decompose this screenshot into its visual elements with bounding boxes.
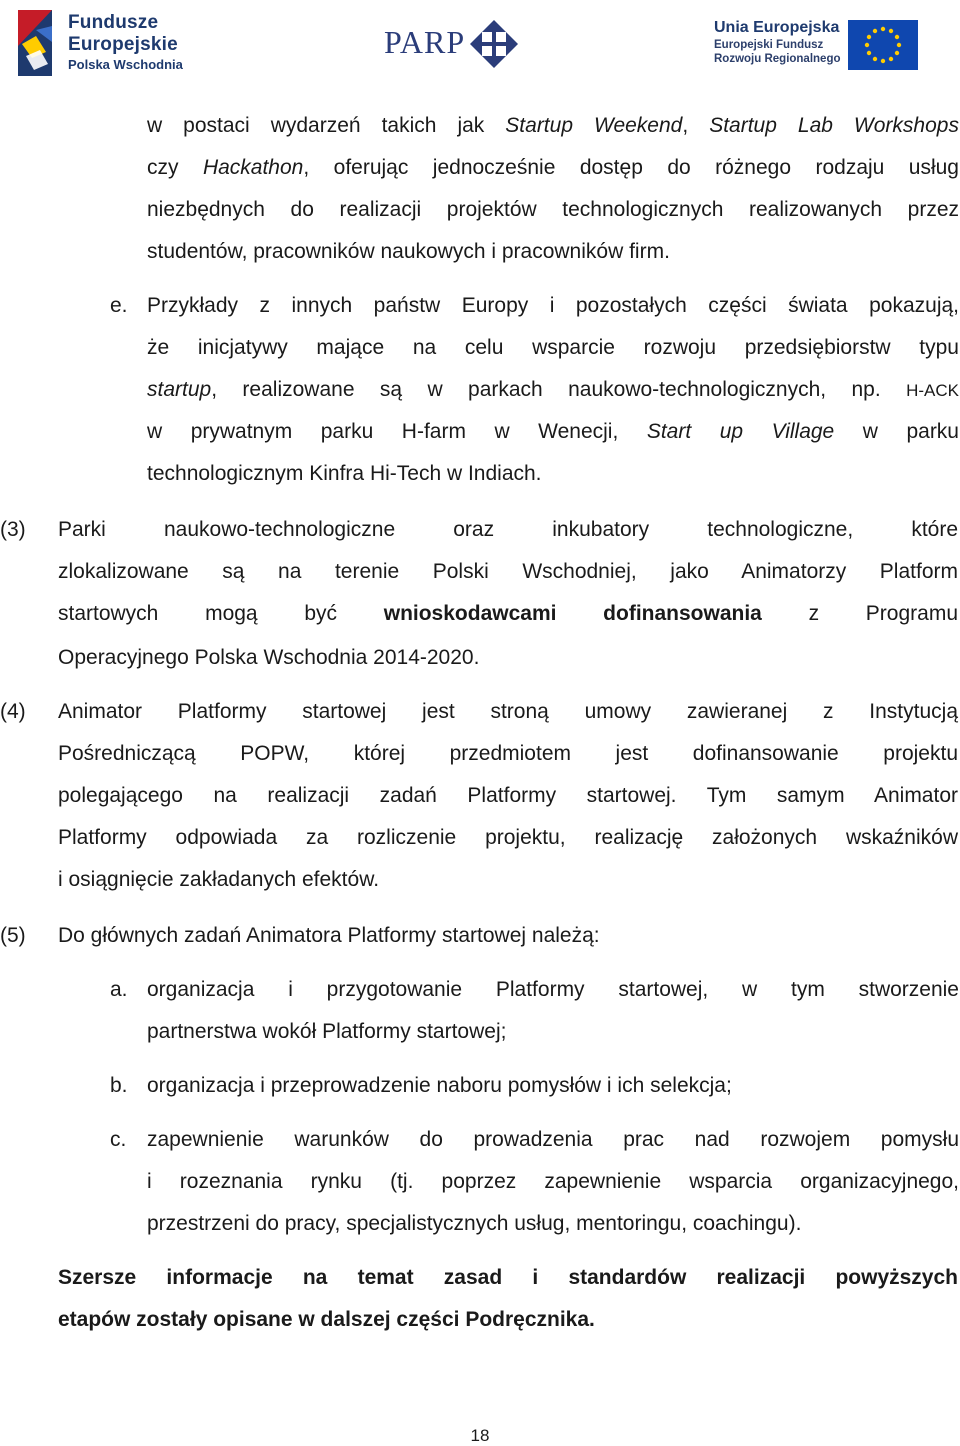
parp-logo: [384, 18, 524, 70]
text-span: , realizowane są w parkach naukowo-technologicznych, np.: [211, 378, 907, 401]
italic-term: Start up Village: [646, 420, 835, 443]
bold-term: wnioskodawcami dofinansowania: [383, 602, 762, 625]
closing-text-line: Szersze informacje na temat zasad i standardów realizacji powyższych: [58, 1266, 958, 1289]
text-line: Przykłady z innych państw Europy i pozostałych części świata pokazują,: [147, 294, 959, 317]
text-line: Pośredniczącą POPW, której przedmiotem jest dofinansowanie projektu: [58, 742, 958, 765]
ue-logo-line3: Rozwoju Regionalnego: [714, 53, 841, 65]
ue-logo-text: [714, 18, 841, 66]
text-line: [147, 418, 959, 446]
text-line: że inicjatywy mające na celu wsparcie rozwoju przedsiębiorstw typu: [147, 336, 959, 359]
text-line: Operacyjnego Polska Wschodnia 2014-2020.: [58, 646, 480, 669]
page-header: [0, 0, 960, 90]
text-span: w postaci wydarzeń takich jak: [147, 114, 506, 137]
italic-term: Startup Weekend: [505, 114, 683, 137]
paragraph-marker: (3): [0, 518, 26, 541]
parp-diamond-icon: [468, 18, 520, 70]
text-line: technologicznym Kinfra Hi-Tech w Indiach.: [147, 462, 542, 485]
text-line: partnerstwa wokół Platformy startowej;: [147, 1020, 507, 1043]
text-span: H-ACK: [906, 381, 959, 400]
text-line: polegającego na realizacji zadań Platformy startowej. Tym samym Animator: [58, 784, 958, 807]
text-line: [58, 600, 958, 628]
text-span: w prywatnym parku H-farm w Wenecji,: [147, 420, 647, 443]
page-number: 18: [470, 1426, 490, 1445]
text-line: i osiągnięcie zakładanych efektów.: [58, 868, 380, 891]
fe-logo-text: [68, 12, 183, 74]
parp-logo-text: PARP: [384, 24, 466, 60]
text-line: Do głównych zadań Animatora Platformy startowej należą:: [58, 924, 600, 947]
list-marker: c.: [110, 1128, 127, 1151]
fundusze-europejskie-logo: [14, 6, 194, 78]
text-line: Animator Platformy startowej jest stroną umowy zawieranej z Instytucją: [58, 700, 958, 723]
text-span: w parku: [834, 420, 959, 443]
fe-logo-line2: Europejskie: [68, 34, 178, 55]
text-span: , oferując jednocześnie dostęp do różnego rodzaju usług: [303, 156, 959, 179]
fe-star-icon: [14, 6, 56, 78]
text-line: [147, 112, 959, 140]
italic-term: Startup Lab Workshops: [709, 114, 959, 137]
text-span: ,: [682, 114, 710, 137]
text-line: przestrzeni do pracy, specjalistycznych usług, mentoringu, coachingu).: [147, 1212, 802, 1235]
text-line: Platformy odpowiada za rozliczenie projektu, realizację założonych wskaźników: [58, 826, 958, 849]
text-line: [147, 376, 959, 405]
paragraph-marker: (5): [0, 924, 26, 947]
text-span: z Programu: [761, 602, 958, 625]
text-line: organizacja i przeprowadzenie naboru pomysłów i ich selekcja;: [147, 1074, 732, 1097]
text-line: zapewnienie warunków do prowadzenia prac nad rozwojem pomysłu: [147, 1128, 959, 1151]
text-span: startowych mogą być: [58, 602, 384, 625]
text-line: studentów, pracowników naukowych i pracowników firm.: [147, 240, 670, 263]
paragraph-marker: (4): [0, 700, 26, 723]
unia-europejska-logo: [714, 18, 924, 78]
closing-text-line: etapów zostały opisane w dalszej części Podręcznika.: [58, 1308, 595, 1331]
italic-term: startup: [147, 378, 212, 401]
italic-term: Hackathon: [202, 156, 304, 179]
text-line: i rozeznania rynku (tj. poprzez zapewnienie wsparcia organizacyjnego,: [147, 1170, 959, 1193]
ue-logo-line2: Europejski Fundusz: [714, 39, 824, 51]
ue-logo-line1: Unia Europejska: [714, 19, 840, 36]
text-span: czy: [147, 156, 203, 179]
list-marker: b.: [110, 1074, 128, 1097]
text-line: zlokalizowane są na terenie Polski Wschodniej, jako Animatorzy Platform: [58, 560, 958, 583]
text-line: [147, 154, 959, 182]
fe-logo-line3: Polska Wschodnia: [68, 57, 183, 72]
text-line: Parki naukowo-technologiczne oraz inkubatory technologiczne, które: [58, 518, 958, 541]
eu-flag-icon: [848, 20, 918, 70]
list-marker: e.: [110, 294, 128, 317]
fe-logo-line1: Fundusze: [68, 12, 159, 33]
text-line: niezbędnych do realizacji projektów technologicznych realizowanych przez: [147, 198, 959, 221]
text-line: organizacja i przygotowanie Platformy startowej, w tym stworzenie: [147, 978, 959, 1001]
list-marker: a.: [110, 978, 128, 1001]
